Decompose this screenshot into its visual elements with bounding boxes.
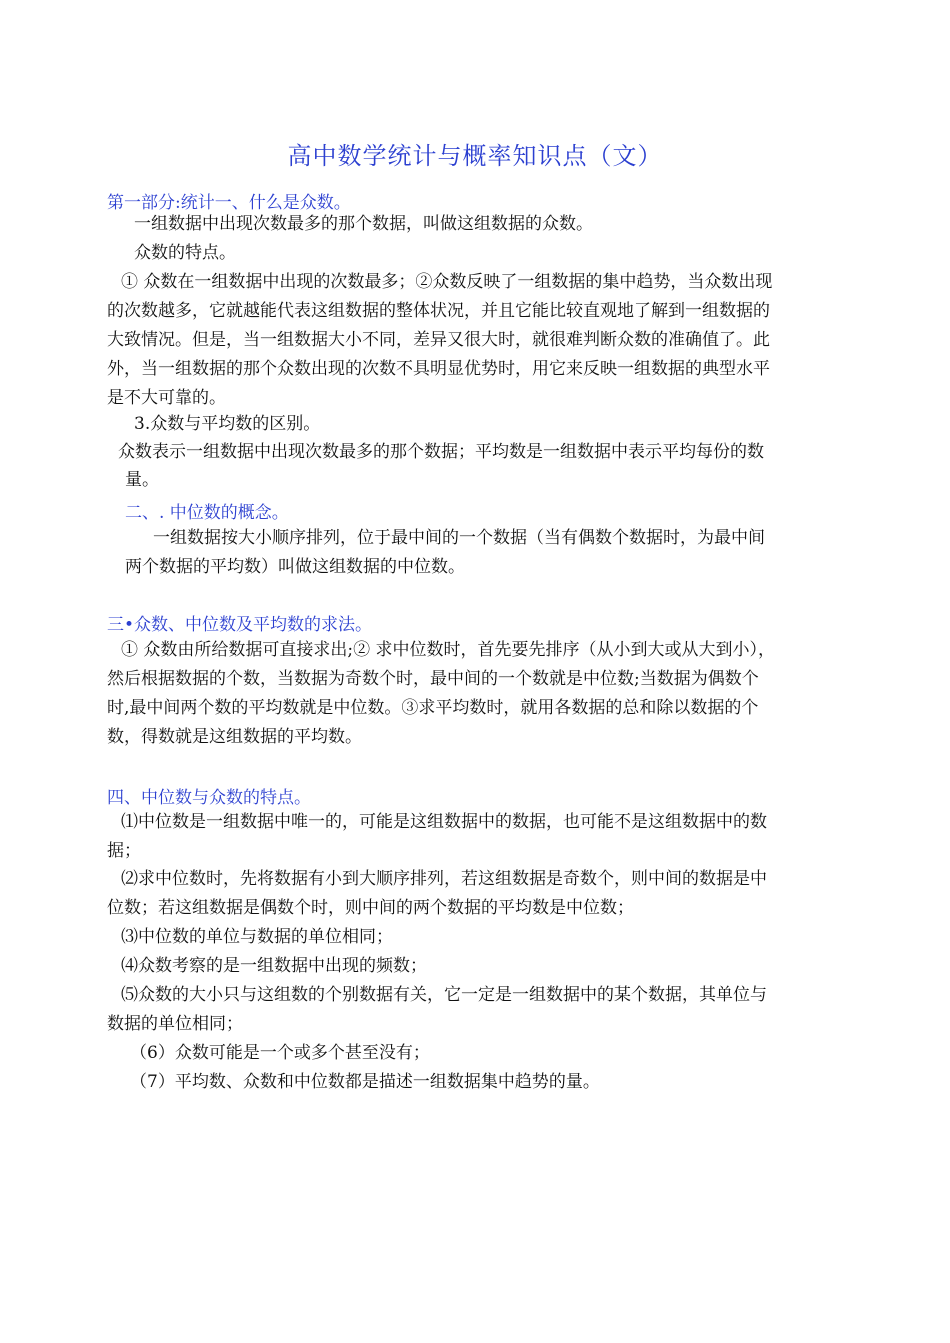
- list-item: ⑴中位数是一组数据中唯一的，可能是这组数据中的数据，也可能不是这组数据中的数: [121, 812, 767, 832]
- mode-mean-diff-label: 3.众数与平均数的区别。: [134, 414, 321, 434]
- list-item-continuation: 位数；若这组数据是偶数个时，则中间的两个数据的平均数是中位数；: [107, 898, 634, 918]
- paragraph-line: 众数表示一组数据中出现次数最多的那个数据；平均数是一组数据中表示平均每份的数: [118, 442, 764, 462]
- part1-heading: 第一部分:统计一、什么是众数。: [107, 193, 351, 213]
- paragraph-line: 的次数越多，它就越能代表这组数据的整体状况，并且它能比较直观地了解到一组数据的: [107, 301, 770, 321]
- list-item: ⑷众数考察的是一组数据中出现的频数；: [121, 956, 427, 976]
- list-item: （6）众数可能是一个或多个甚至没有；: [130, 1043, 430, 1063]
- paragraph-line: 量。: [125, 470, 159, 490]
- paragraph-line: 数，得数就是这组数据的平均数。: [107, 727, 362, 747]
- paragraph-line: 然后根据数据的个数，当数据为奇数个时，最中间的一个数就是中位数;当数据为偶数个: [107, 669, 759, 689]
- mode-features-label: 众数的特点。: [134, 243, 236, 263]
- paragraph-line: 外，当一组数据的那个众数出现的次数不具明显优势时，用它来反映一组数据的典型水平: [107, 359, 770, 379]
- paragraph-line: ① 众数在一组数据中出现的次数最多；②众数反映了一组数据的集中趋势，当众数出现: [121, 272, 773, 292]
- list-item-continuation: 据；: [107, 841, 141, 861]
- paragraph-line: 是不大可靠的。: [107, 388, 226, 408]
- part4-heading: 四、中位数与众数的特点。: [107, 788, 311, 808]
- mode-definition: 一组数据中出现次数最多的那个数据，叫做这组数据的众数。: [134, 214, 593, 234]
- paragraph-line: ① 众数由所给数据可直接求出;② 求中位数时，首先要先排序（从小到大或从大到小），: [121, 640, 776, 660]
- list-item-continuation: 数据的单位相同；: [107, 1014, 243, 1034]
- part2-heading: 二、. 中位数的概念。: [125, 503, 289, 523]
- list-item: ⑶中位数的单位与数据的单位相同；: [121, 927, 393, 947]
- list-item: ⑸众数的大小只与这组数的个别数据有关，它一定是一组数据中的某个数据，其单位与: [121, 985, 767, 1005]
- list-item: （7）平均数、众数和中位数都是描述一组数据集中趋势的量。: [130, 1072, 600, 1092]
- paragraph-line: 大致情况。但是，当一组数据大小不同，差异又很大时，就很难判断众数的准确值了。此: [107, 330, 770, 350]
- part3-heading: 三•众数、中位数及平均数的求法。: [107, 615, 373, 635]
- paragraph-line: 时,最中间两个数的平均数就是中位数。③求平均数时，就用各数据的总和除以数据的个: [107, 698, 759, 718]
- document-title: 高中数学统计与概率知识点（文）: [287, 142, 663, 170]
- paragraph-line: 一组数据按大小顺序排列，位于最中间的一个数据（当有偶数个数据时，为最中间: [153, 528, 765, 548]
- paragraph-line: 两个数据的平均数）叫做这组数据的中位数。: [125, 557, 465, 577]
- list-item: ⑵求中位数时，先将数据有小到大顺序排列，若这组数据是奇数个，则中间的数据是中: [121, 869, 767, 889]
